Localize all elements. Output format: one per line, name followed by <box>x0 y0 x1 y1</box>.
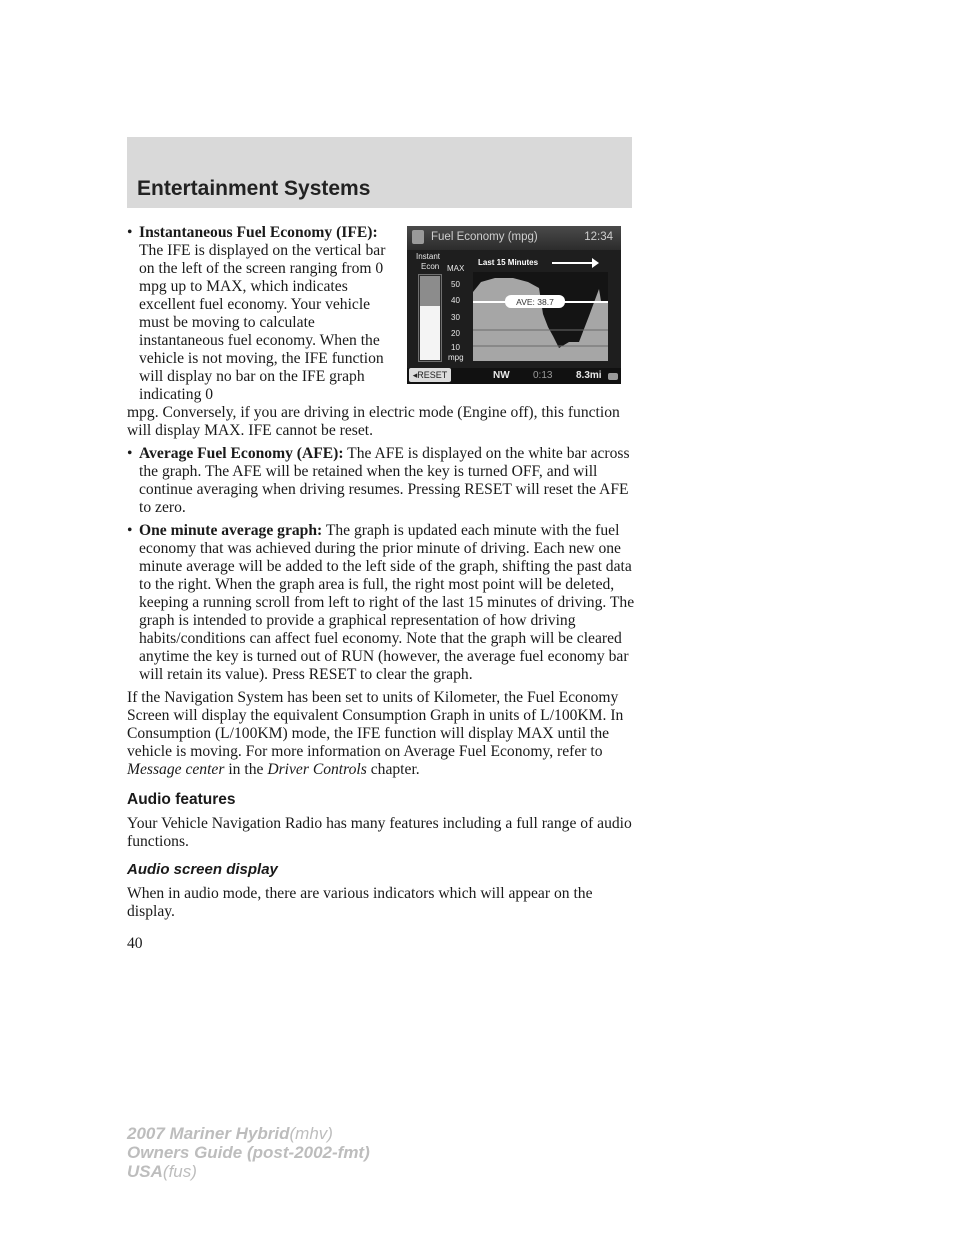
nav-text-end: chapter. <box>370 761 420 778</box>
tick-label: 40 <box>451 296 460 305</box>
graph-text: The graph is updated each minute with the fuel economy that was achieved during the prior minute of driving. Each new one minute average will be added to the left side of the graph, shifting the past data to the right. When the graph area is full, the right most point will be deleted, keeping a running scroll from left to right of the last 15 minutes of driving. The graph is intended to provide a graphical representation of how driving habits/conditions can affect fuel economy. Note that the graph will be cleared anytime the key is turned out of RUN (however, the average fuel economy bar will retain its value). Press RESET to clear the graph. <box>139 522 635 683</box>
screen-clock: 12:34 <box>584 231 613 243</box>
heading-readout: NW <box>493 370 510 381</box>
footer-line-2: Owners Guide (post-2002-fmt) <box>127 1143 370 1162</box>
average-label: AVE: 38.7 <box>516 297 554 307</box>
message-center-reference: Message center <box>127 761 225 778</box>
footer-model-code: (mhv) <box>289 1124 333 1143</box>
reset-button[interactable]: ◂RESET <box>409 368 451 382</box>
tick-label: 50 <box>451 280 460 289</box>
audio-features-text: Your Vehicle Navigation Radio has many features including a full range of audio functions. <box>127 815 632 850</box>
econ-label: Econ <box>421 262 440 271</box>
footer-line-1 <box>127 1124 370 1143</box>
header-band <box>127 137 632 208</box>
document-footer <box>127 1124 370 1181</box>
instant-label: Instant <box>416 252 441 261</box>
driver-controls-reference: Driver Controls <box>267 761 367 778</box>
ife-text-continued: mpg. Conversely, if you are driving in electric mode (Engine off), this function will display MAX. IFE cannot be reset. <box>127 404 620 439</box>
tick-label: 10 <box>451 343 460 352</box>
navigation-paragraph <box>127 689 635 779</box>
footer-line-3 <box>127 1162 370 1181</box>
section-title: Entertainment Systems <box>137 177 371 200</box>
screen-title: Fuel Economy (mpg) <box>431 231 538 243</box>
tick-label: 30 <box>451 313 460 322</box>
graph-bullet <box>127 522 635 684</box>
afe-bullet <box>127 445 635 517</box>
distance-readout: 8.3mi <box>576 370 602 381</box>
graph-term: One minute average graph: <box>139 522 323 539</box>
footer-model: 2007 Mariner Hybrid <box>127 1124 290 1143</box>
afe-text: The AFE is displayed on the white bar across the graph. The AFE will be retained when the key is turned OFF, and will continue averaging when driving resumes. Pressing RESET will reset the AFE to zero. <box>139 445 630 516</box>
tick-label: 20 <box>451 329 460 338</box>
elapsed-time: 0:13 <box>533 370 553 381</box>
ife-term: Instantaneous Fuel Economy (IFE): <box>139 224 378 241</box>
unit-label: mpg <box>448 353 464 362</box>
nav-text-mid: in the <box>228 761 264 778</box>
audio-features-heading: Audio features <box>127 791 236 808</box>
page-content <box>127 224 635 926</box>
afe-term: Average Fuel Economy (AFE): <box>139 445 344 462</box>
nav-text: If the Navigation System has been set to units of Kilometer, the Fuel Economy Screen will display the equivalent Consumption Graph in units of L/100KM. In Consumption (L/100KM) mode, the IFE function will display MAX until the vehicle is moving. For more information on Average Fuel Economy, refer to <box>127 689 624 760</box>
ife-wrapped-text <box>139 224 401 404</box>
ife-bullet <box>127 224 635 440</box>
ife-text: The IFE is displayed on the vertical bar on the left of the screen ranging from 0 mpg up to MAX, which indicates excellent fuel economy. Your vehicle must be moving to calculate instantaneous fuel economy. When the vehicle is not moving, the IFE function will display no bar on the IFE graph indicating 0 <box>139 242 386 403</box>
audio-screen-display-text: When in audio mode, there are various indicators which will appear on the display. <box>127 885 593 920</box>
last-15-minutes-label: Last 15 Minutes <box>478 258 539 267</box>
footer-market: USA <box>127 1162 163 1181</box>
audio-screen-display-heading: Audio screen display <box>127 861 278 878</box>
max-label: MAX <box>447 264 465 273</box>
page-number: 40 <box>127 935 143 952</box>
footer-market-code: (fus) <box>162 1162 197 1181</box>
